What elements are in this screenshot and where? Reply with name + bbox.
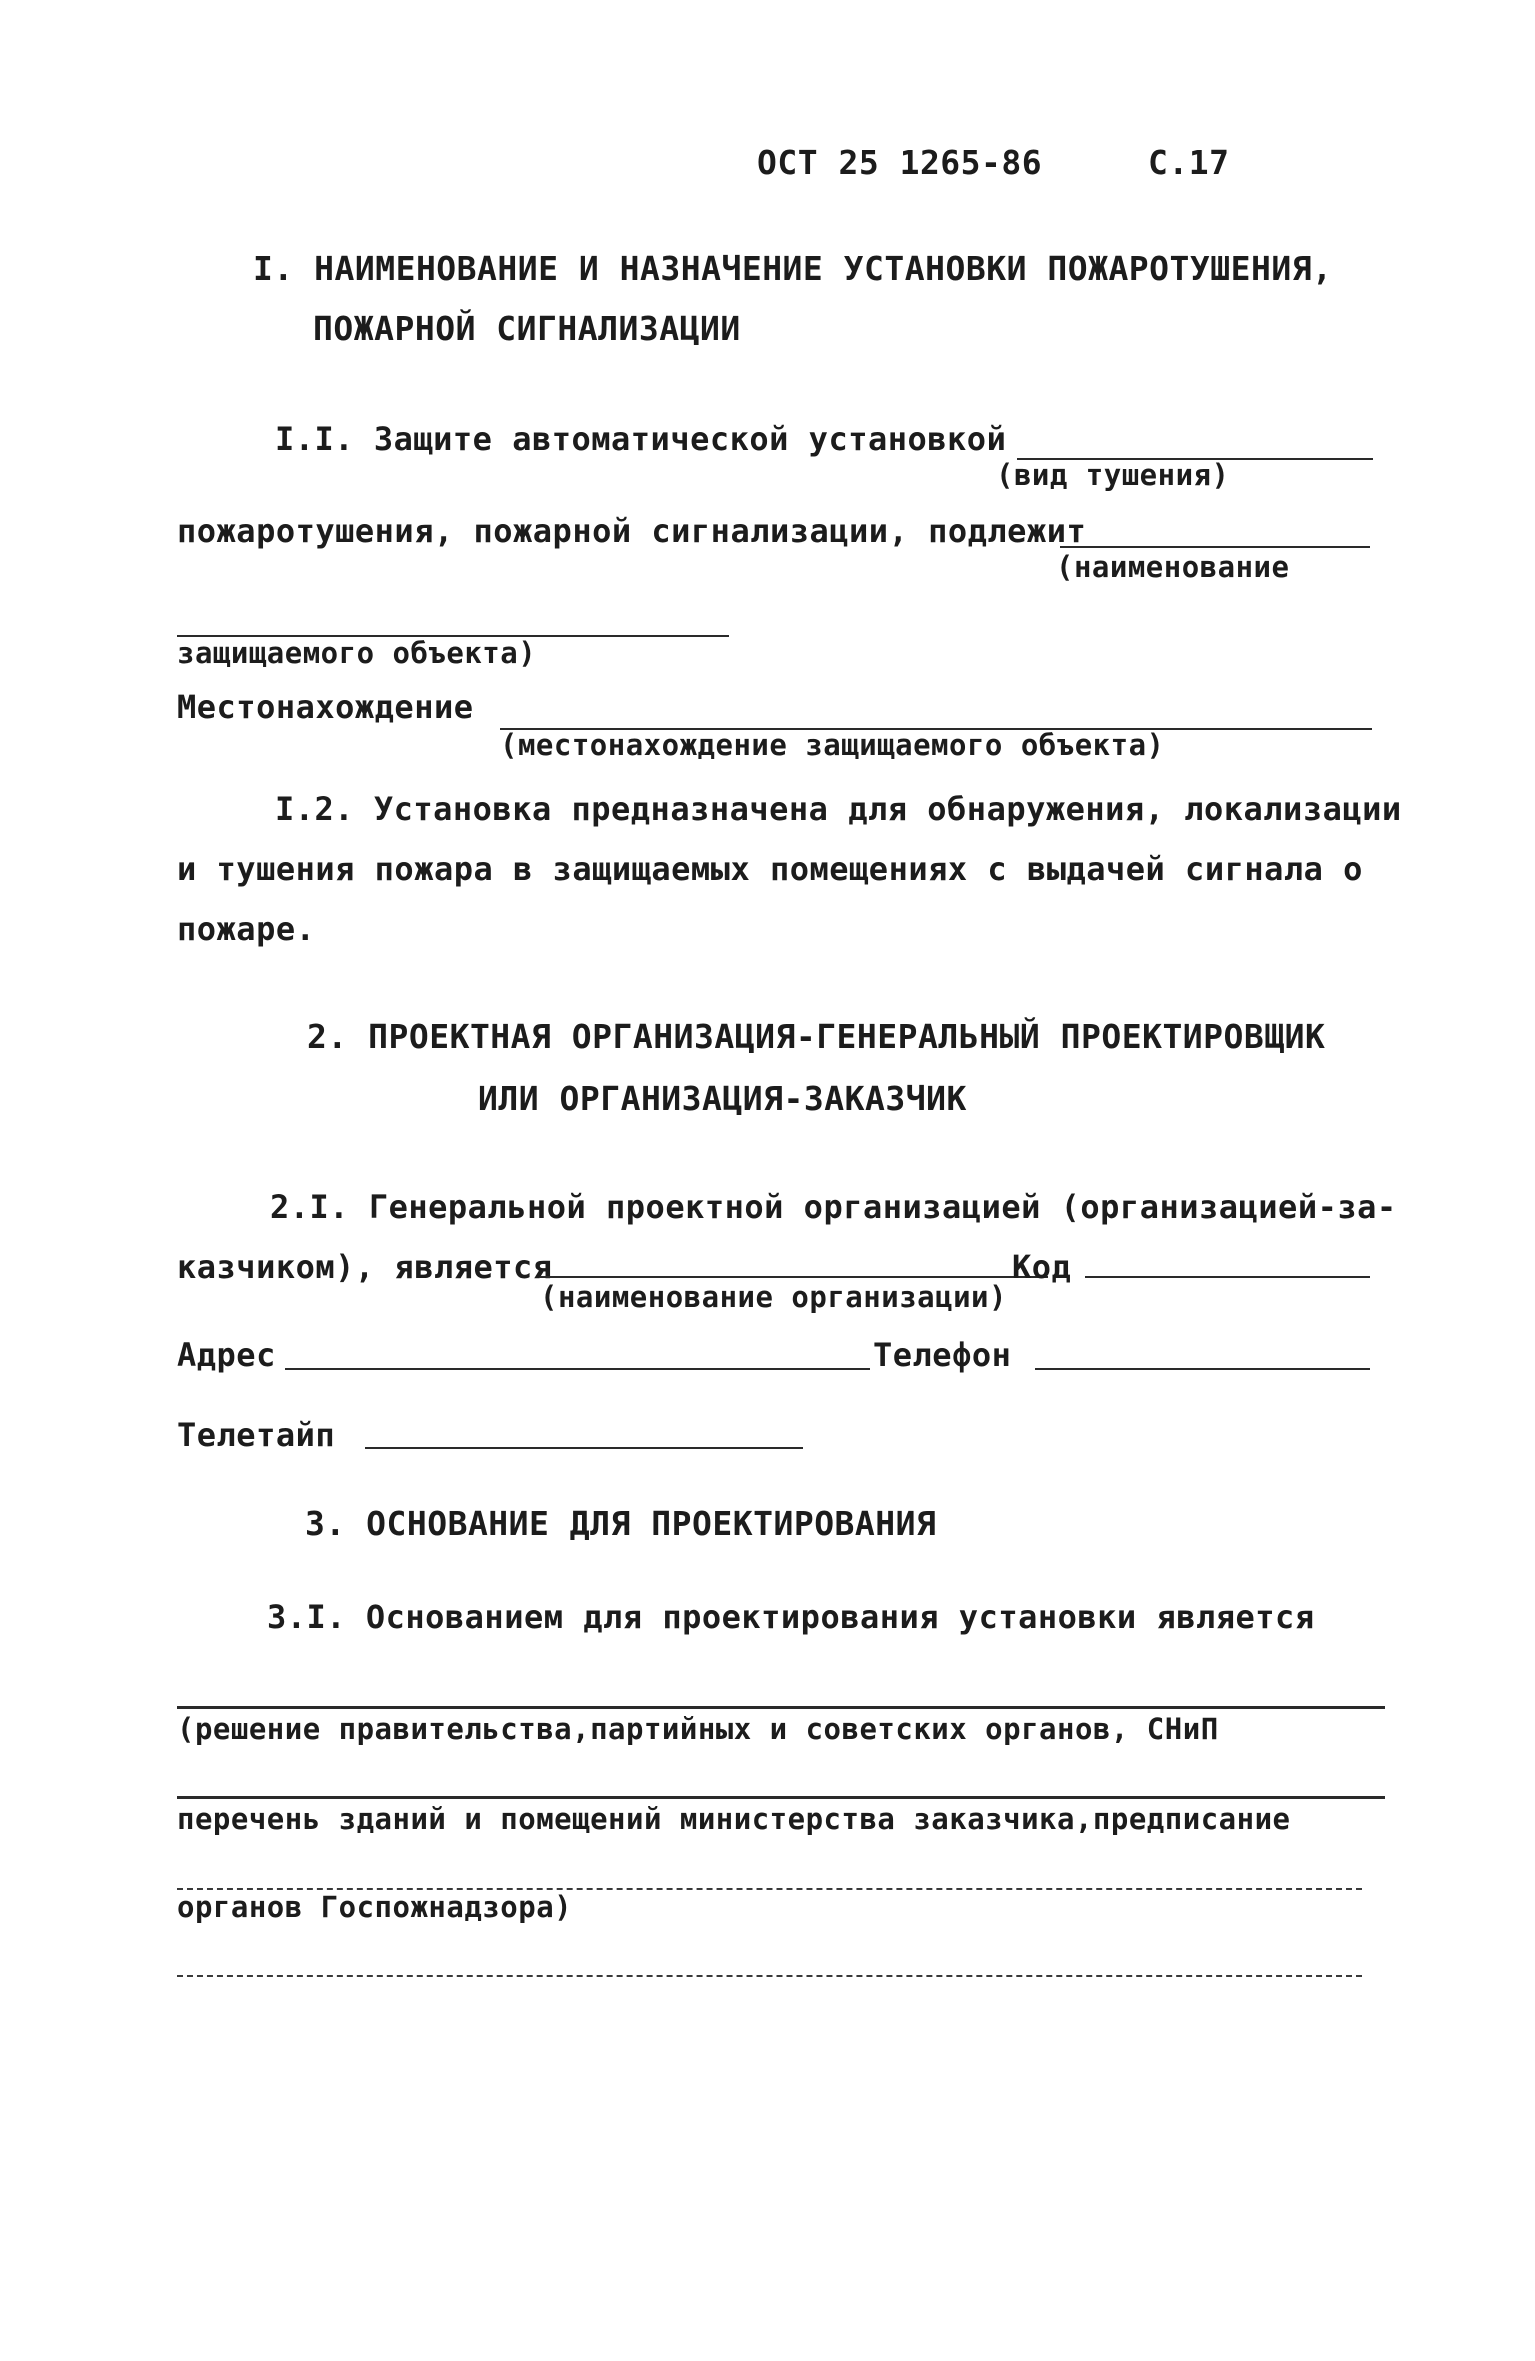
phone-field-line [1035,1368,1370,1370]
section-2-heading-line-2: ИЛИ ОРГАНИЗАЦИЯ-ЗАКАЗЧИК [478,1079,967,1118]
basis-field-line-1 [177,1706,1385,1709]
paragraph-1-1-line-2: пожаротушения, пожарной сигнализации, подлежит [177,512,1087,550]
location-hint: (местонахождение защищаемого объекта) [500,728,1165,762]
paragraph-1-1-line-1: I.I. Защите автоматической установкой [275,420,1007,458]
page-number: С.17 [1148,143,1230,182]
section-2-heading-line-1: 2. ПРОЕКТНАЯ ОРГАНИЗАЦИЯ-ГЕНЕРАЛЬНЫЙ ПРОЕКТИРОВЩИК [307,1017,1326,1056]
address-field-line [285,1368,870,1370]
extinguishing-type-hint: (вид тушения) [996,458,1230,492]
teletype-label: Телетайп [177,1416,336,1454]
code-label: Код [1012,1248,1072,1286]
paragraph-1-2-line-3: пожаре. [177,910,316,948]
paragraph-3-1: 3.I. Основанием для проектирования установки является [267,1598,1315,1636]
basis-hint-line-3: органов Госпожнадзора) [177,1890,573,1924]
section-1-heading-line-1: I. НАИМЕНОВАНИЕ И НАЗНАЧЕНИЕ УСТАНОВКИ ПОЖАРОТУШЕНИЯ, [253,249,1333,288]
code-field-line [1085,1276,1370,1278]
basis-hint-line-2: перечень зданий и помещений министерства заказчика,предписание [177,1802,1291,1836]
phone-label: Телефон [873,1336,1012,1374]
paragraph-1-2-line-2: и тушения пожара в защищаемых помещениях с выдачей сигнала о [177,850,1363,888]
paragraph-2-1-line-1: 2.I. Генеральной проектной организацией (организацией-за- [270,1188,1397,1226]
organization-hint: (наименование организации) [540,1280,1007,1314]
location-label: Местонахождение [177,688,474,726]
paragraph-1-2-line-1: I.2. Установка предназначена для обнаружения, локализации [275,790,1402,828]
object-name-hint: (наименование [1056,550,1290,584]
basis-field-line-2 [177,1796,1385,1799]
teletype-field-line [365,1447,803,1449]
paragraph-2-1-line-2: казчиком), является [177,1248,553,1286]
basis-field-line-4 [177,1975,1362,1977]
object-name-hint-continued: защищаемого объекта) [177,636,537,670]
document-code: ОСТ 25 1265-86 [757,143,1043,182]
section-3-heading: 3. ОСНОВАНИЕ ДЛЯ ПРОЕКТИРОВАНИЯ [305,1504,937,1543]
address-label: Адрес [177,1336,276,1374]
section-1-heading-line-2: ПОЖАРНОЙ СИГНАЛИЗАЦИИ [313,309,741,348]
basis-hint-line-1: (решение правительства,партийных и советских органов, СНиП [177,1712,1219,1746]
